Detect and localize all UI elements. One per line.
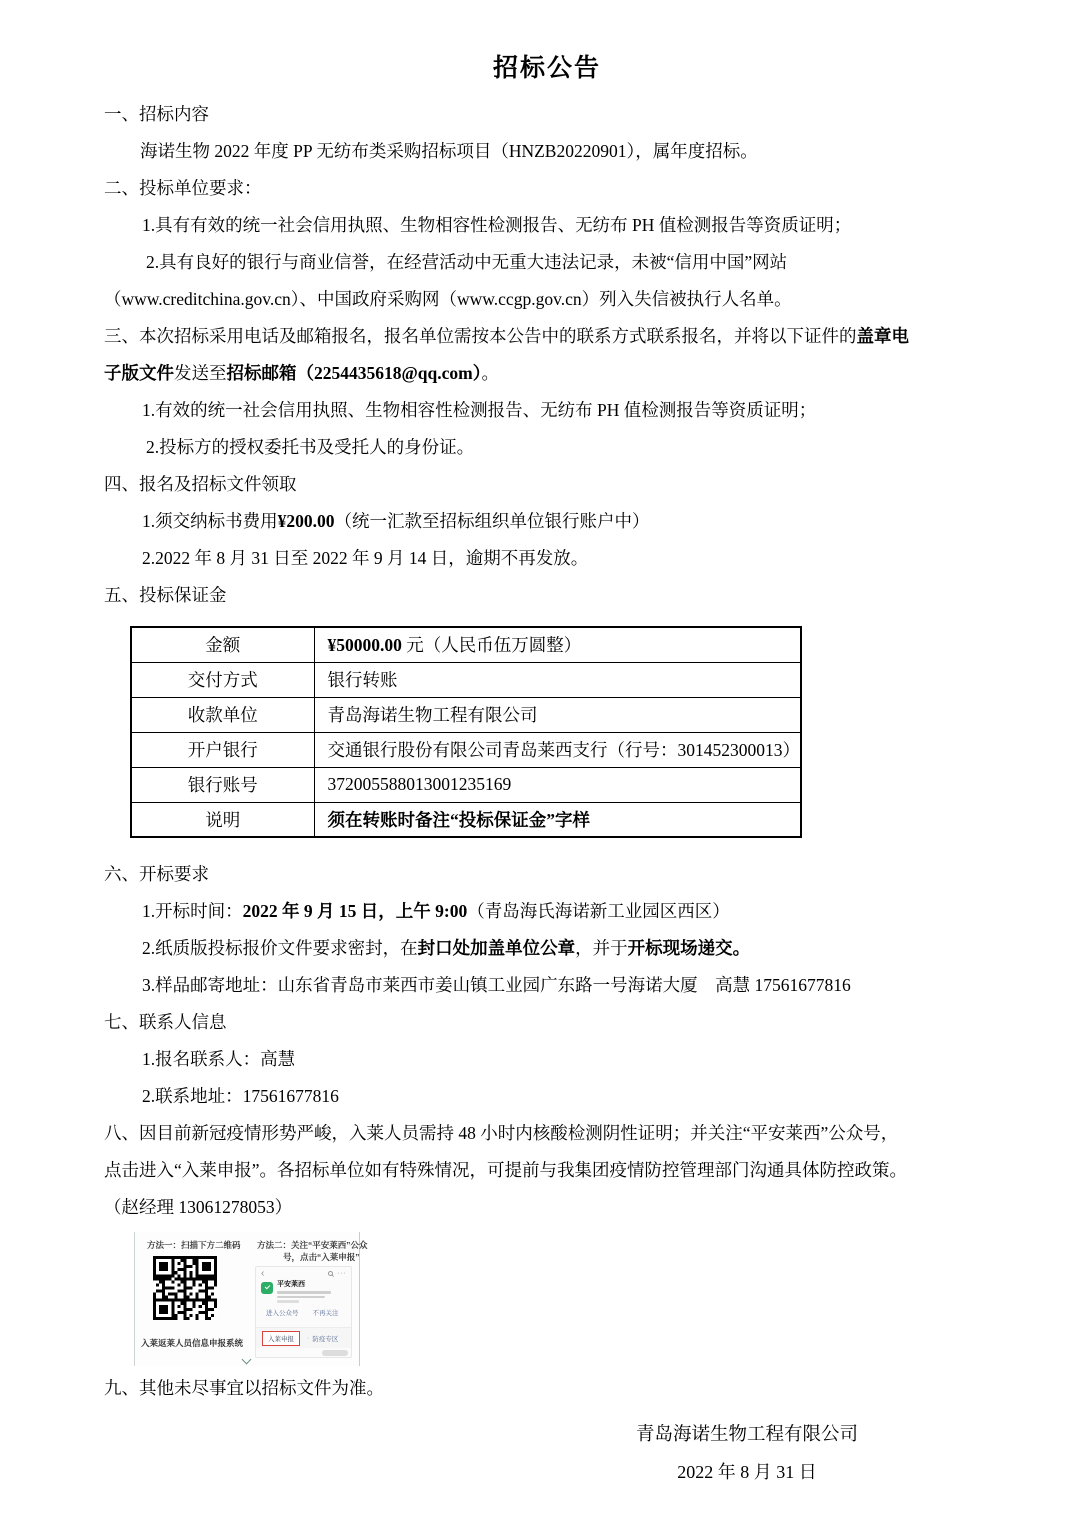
table-row xyxy=(131,767,801,802)
doc-line xyxy=(104,392,990,429)
section-lines-top xyxy=(104,96,990,614)
search-icon xyxy=(328,1271,333,1276)
text: 2.联系地址：17561677816 xyxy=(142,1086,339,1106)
text: 交通银行股份有限公司青岛莱西支行（行号：301452300013） xyxy=(327,740,800,760)
text: （统一汇款至招标组织单位银行账户中） xyxy=(334,511,650,531)
chevron-down-icon xyxy=(242,1355,252,1365)
doc-line xyxy=(104,503,990,540)
bold-text: 须在转账时备注“投标保证金”字样 xyxy=(327,809,590,830)
doc-line xyxy=(104,429,990,466)
doc-line xyxy=(104,930,990,967)
bold-text: 招标邮箱 xyxy=(226,363,297,383)
table-row xyxy=(131,662,801,697)
account-meta-bar xyxy=(277,1300,299,1303)
wechat-account-card xyxy=(255,1266,352,1358)
text: 一、招标内容 xyxy=(104,104,209,124)
figure-caption-qr-system: 入莱返莱人员信息申报系统 xyxy=(141,1338,244,1348)
table-row-value xyxy=(314,802,801,837)
figure-caption-method2-line1: 方法二：关注“平安莱西”公众 xyxy=(257,1240,368,1250)
qr-code-icon xyxy=(153,1256,217,1320)
table-row xyxy=(131,697,801,732)
text: 。 xyxy=(481,363,499,383)
doc-line xyxy=(104,96,990,133)
deposit-table xyxy=(130,626,802,838)
doc-line xyxy=(104,1115,990,1152)
section-lines-bottom xyxy=(104,1370,990,1407)
doc-line xyxy=(104,967,990,1004)
text: 四、报名及招标文件领取 xyxy=(104,474,297,494)
doc-line xyxy=(104,281,990,318)
account-actions xyxy=(256,1303,351,1317)
table-row xyxy=(131,802,801,837)
text: 二、投标单位要求： xyxy=(104,178,262,198)
bold-text: ¥50000.00 xyxy=(327,635,402,656)
text: （赵经理 13061278053） xyxy=(104,1197,293,1217)
doc-line xyxy=(104,355,990,392)
doc-line xyxy=(104,893,990,930)
account-desc-bar xyxy=(277,1291,331,1294)
phone-top-bar xyxy=(256,1267,351,1278)
bold-text: （2254435618@qq.com） xyxy=(296,363,482,383)
doc-line xyxy=(104,318,990,355)
doc-line xyxy=(104,1078,990,1115)
text: 青岛海诺生物工程有限公司 xyxy=(327,705,538,725)
text: 3.样品邮寄地址：山东省青岛市莱西市姜山镇工业园广东路一号海诺大厦 高慧 17561677816 xyxy=(142,975,851,995)
doc-line xyxy=(104,1152,990,1189)
table-row-label: 交付方式 xyxy=(131,662,314,697)
signature-company: 青岛海诺生物工程有限公司 xyxy=(635,1425,858,1445)
text: 2.2022 年 8 月 31 日至 2022 年 9 月 14 日，逾期不再发放。 xyxy=(142,548,589,568)
figure-caption-method2-line2: 号，点击“入莱申报” xyxy=(283,1252,360,1262)
text: 1.具有有效的统一社会信用执照、生物相容性检测报告、无纺布 PH 值检测报告等资质证明； xyxy=(142,215,852,235)
doc-line xyxy=(104,1004,990,1041)
table-row-label: 开户银行 xyxy=(131,732,314,767)
bold-text: 盖章电 xyxy=(856,326,909,346)
figure-caption-method2 xyxy=(257,1239,368,1263)
table-row-value xyxy=(314,732,801,767)
text: 发送至 xyxy=(174,363,227,383)
text: 七、联系人信息 xyxy=(104,1012,227,1032)
text: 1.报名联系人：高慧 xyxy=(142,1049,296,1069)
account-desc-bar xyxy=(277,1296,325,1299)
text: 1.须交纳标书费用 xyxy=(142,511,278,531)
table-row-value xyxy=(314,662,801,697)
text: 银行转账 xyxy=(327,670,398,690)
text: 五、投标保证金 xyxy=(104,585,227,605)
text: 八、因目前新冠疫情形势严峻，入莱人员需持 48 小时内核酸检测阴性证明；并关注“平安莱西”公众号， xyxy=(104,1123,899,1143)
official-account-logo-icon xyxy=(261,1282,273,1294)
text: 2.具有良好的银行与商业信誉，在经营活动中无重大违法记录，未被“信用中国”网站 xyxy=(146,252,788,272)
figure-laixi-declare xyxy=(134,1232,368,1366)
epidemic-zone-link: 防疫专区 xyxy=(312,1335,339,1343)
page-title: 招标公告 xyxy=(492,55,601,82)
doc-line xyxy=(104,207,990,244)
back-icon: ‹ xyxy=(261,1268,265,1279)
bold-text: 子版文件 xyxy=(104,363,174,383)
text: 1.开标时间： xyxy=(142,901,243,921)
text: 九、其他未尽事宜以招标文件为准。 xyxy=(104,1378,384,1398)
bold-text: 封口处加盖单位公章 xyxy=(417,938,576,958)
bold-text: 2022 年 9 月 15 日，上午 9:00 xyxy=(242,901,468,921)
doc-line xyxy=(104,1189,990,1226)
text: 点击进入“入莱申报”。各招标单位如有特殊情况，可提前与我集团疫情防控管理部门沟通具体防控政策。 xyxy=(104,1160,908,1180)
text: 三、本次招标采用电话及邮箱报名，报名单位需按本公告中的联系方式联系报名，并将以下证件的 xyxy=(104,326,857,346)
table-row-label: 银行账号 xyxy=(131,767,314,802)
doc-line xyxy=(104,1370,990,1407)
text: 元（人民币伍万圆整） xyxy=(401,635,582,656)
enter-account-link: 进入公众号 xyxy=(266,1309,299,1317)
table-row-value xyxy=(314,767,801,802)
doc-line xyxy=(104,1041,990,1078)
table-row xyxy=(131,627,801,662)
bold-text: 开标现场递交。 xyxy=(627,938,751,958)
dot-separator-icon: · xyxy=(307,1334,310,1342)
account-name: 平安莱西 xyxy=(277,1281,305,1288)
account-row xyxy=(256,1278,351,1303)
doc-line xyxy=(104,577,990,614)
doc-line xyxy=(104,133,990,170)
watermark-blob xyxy=(322,1350,348,1356)
text: （青岛海氏海诺新工业园区西区） xyxy=(467,901,730,921)
text: ，并于 xyxy=(575,938,628,958)
text: 海诺生物 2022 年度 PP 无纺布类采购招标项目（HNZB20220901），属年度招标。 xyxy=(140,141,758,161)
table-row-label: 金额 xyxy=(131,627,314,662)
text: 2.纸质版投标报价文件要求密封，在 xyxy=(142,938,418,958)
more-icon: ··· xyxy=(337,1270,346,1277)
doc-line xyxy=(104,466,990,503)
doc-line xyxy=(104,856,990,893)
declare-entry-button: 入莱申报 xyxy=(262,1331,300,1346)
doc-line xyxy=(104,170,990,207)
doc-line xyxy=(104,540,990,577)
text: 372005588013001235169 xyxy=(327,774,512,794)
doc-line xyxy=(104,244,990,281)
table-row-label: 说明 xyxy=(131,802,314,837)
bold-text: ¥200.00 xyxy=(277,511,335,531)
table-row xyxy=(131,732,801,767)
text: 1.有效的统一社会信用执照、生物相容性检测报告、无纺布 PH 值检测报告等资质证明； xyxy=(142,400,817,420)
text: 2.投标方的授权委托书及受托人的身份证。 xyxy=(146,437,475,457)
table-row-value xyxy=(314,627,801,662)
signature-date: 2022 年 8 月 31 日 xyxy=(677,1462,817,1482)
text: （www.creditchina.gov.cn）、中国政府采购网（www.ccgp.gov.cn）列入失信被执行人名单。 xyxy=(104,289,792,309)
section-lines-middle xyxy=(104,856,990,1226)
figure-caption-method1: 方法一：扫描下方二维码 xyxy=(147,1240,241,1250)
unfollow-link: 不再关注 xyxy=(312,1309,339,1317)
text: 六、开标要求 xyxy=(104,864,209,884)
signature-block xyxy=(636,1417,858,1491)
account-menu-row xyxy=(256,1327,351,1348)
table-row-label: 收款单位 xyxy=(131,697,314,732)
table-row-value xyxy=(314,697,801,732)
